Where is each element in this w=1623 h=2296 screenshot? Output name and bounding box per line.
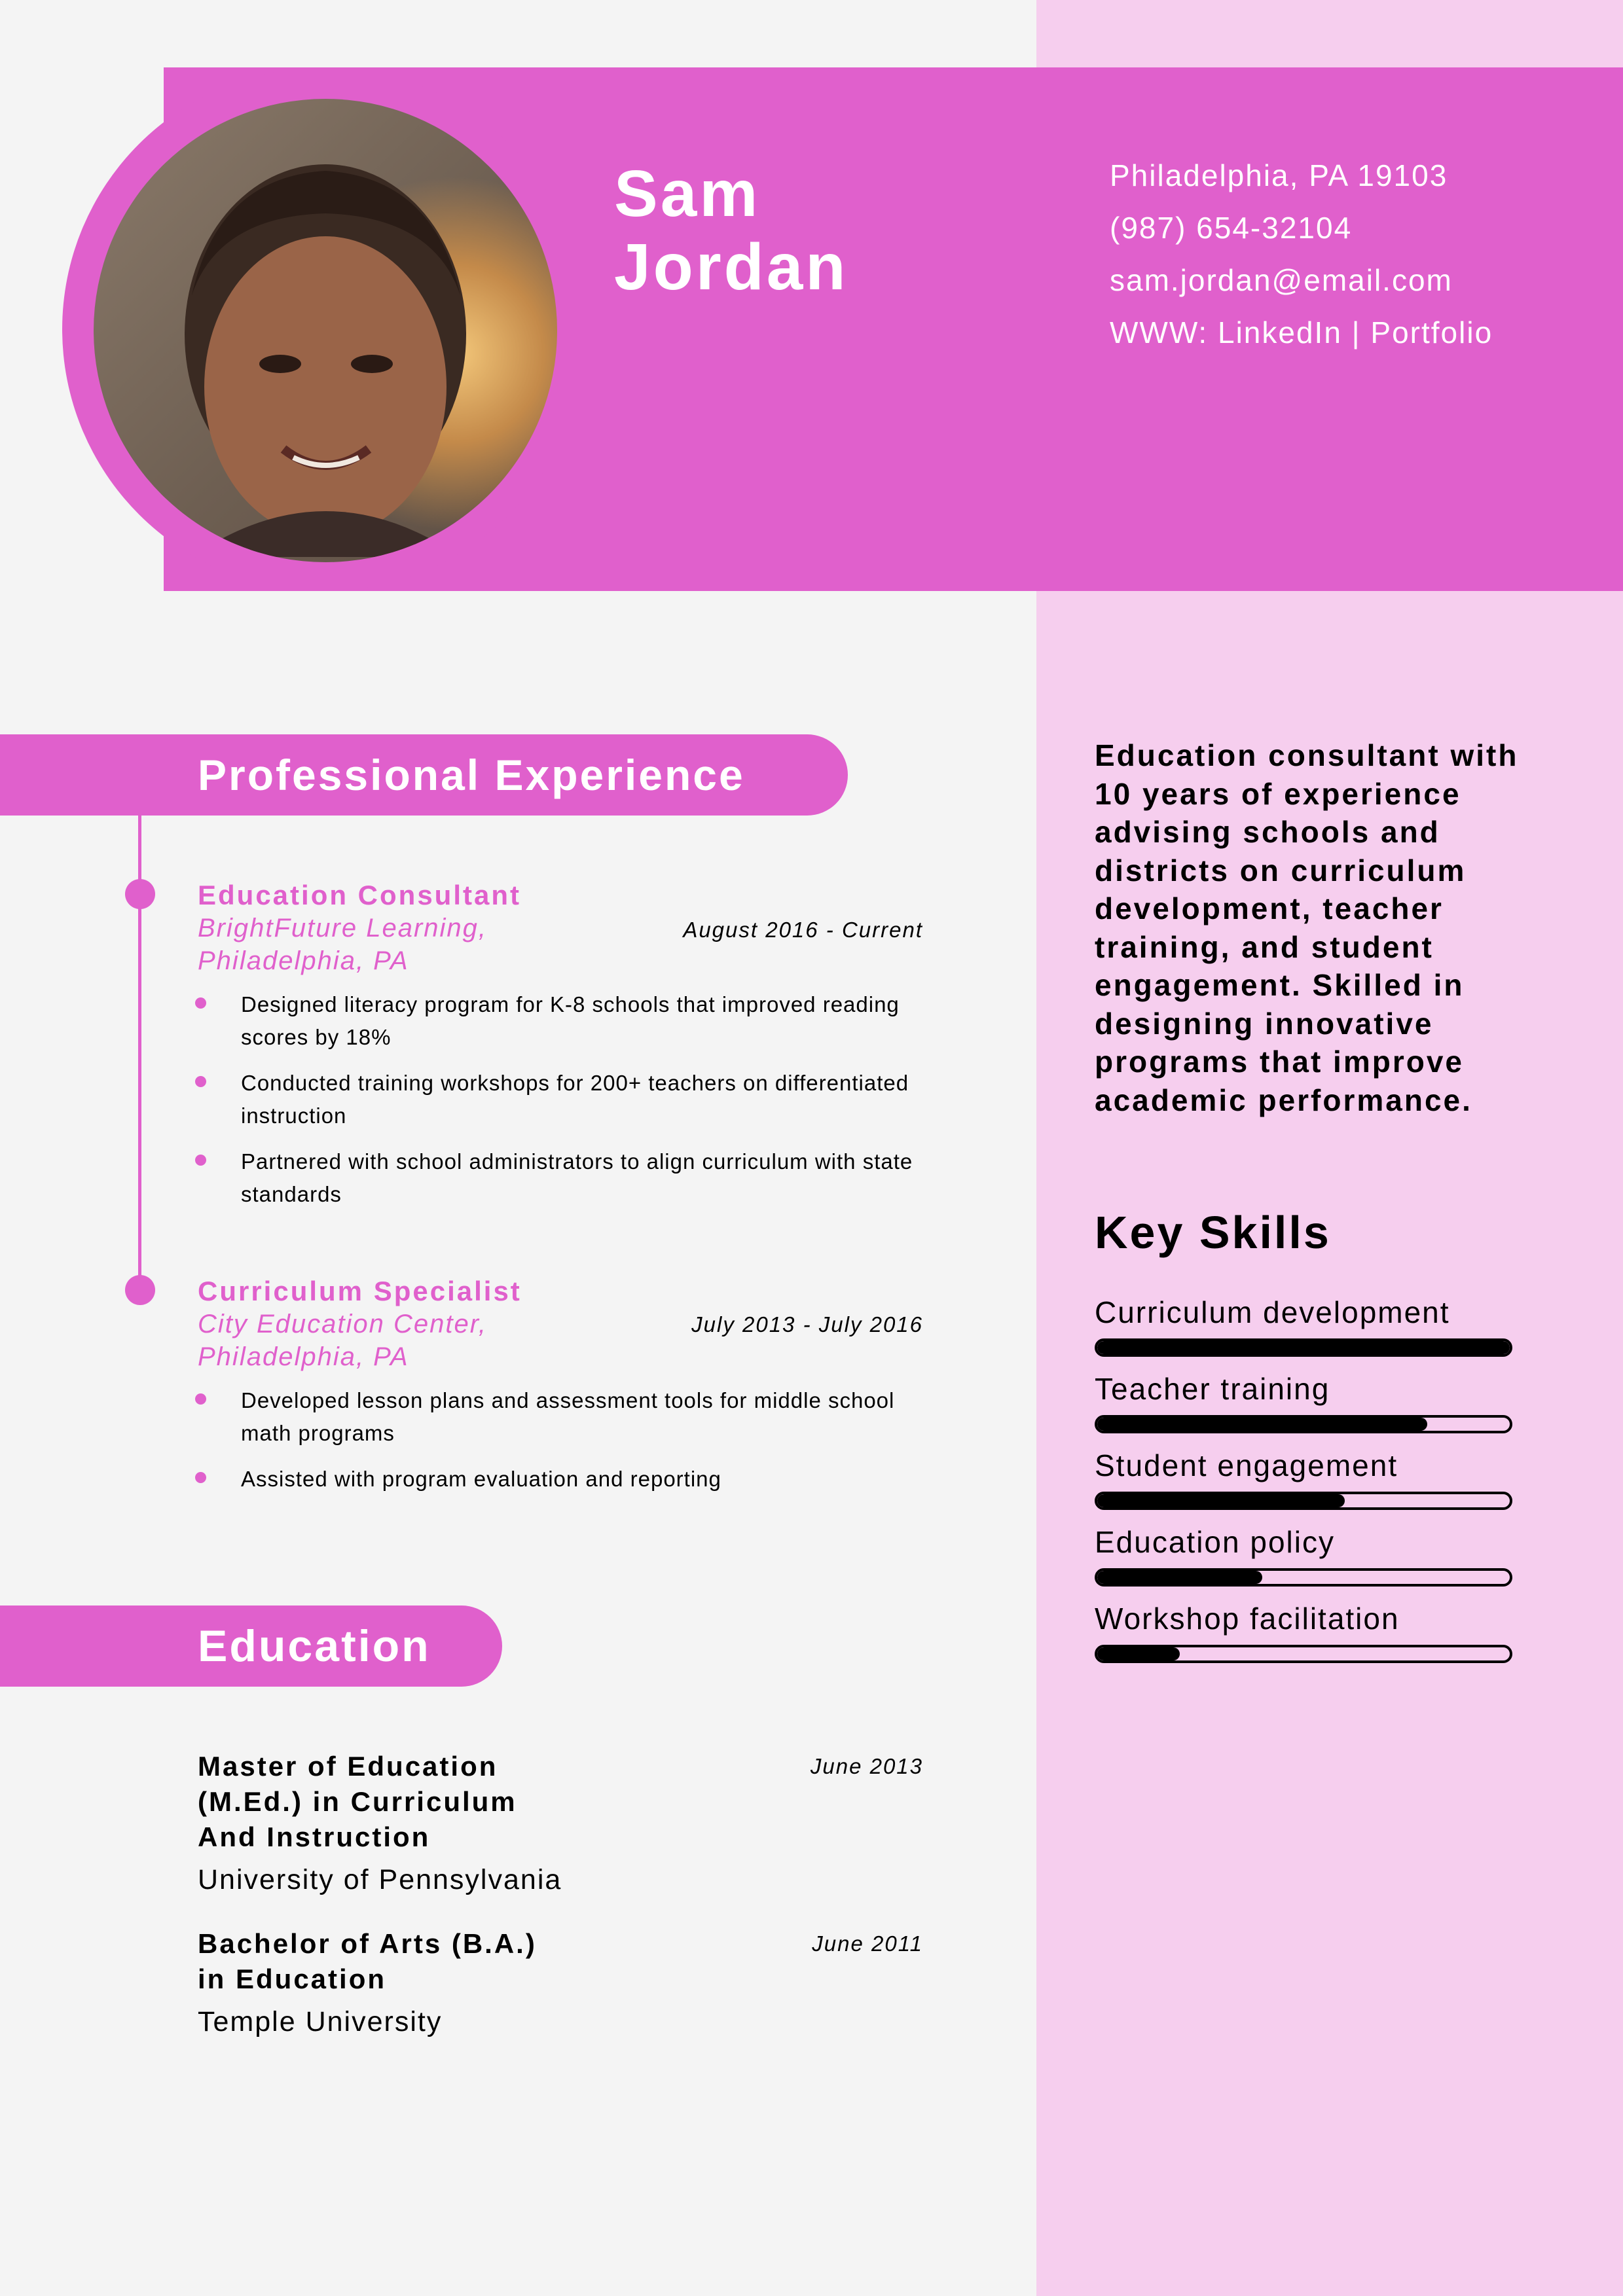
section-title-education: Education: [198, 1621, 431, 1671]
skill-label: Education policy: [1095, 1525, 1335, 1559]
skill-level-fill: [1097, 1571, 1262, 1584]
bullet-text: Designed literacy program for K-8 schools that improved reading scores by 18%: [241, 992, 900, 1049]
section-header-education: [0, 1605, 502, 1687]
job-dates: August 2016 - Current: [683, 918, 923, 942]
job-org-name: BrightFuture Learning,: [198, 914, 488, 942]
list-item: [195, 988, 928, 1054]
contact-phone: (987) 654-32104: [1110, 211, 1353, 245]
skill-level-fill: [1097, 1494, 1345, 1507]
job-title: Curriculum Specialist: [198, 1276, 522, 1306]
profile-photo: [94, 99, 557, 562]
professional-summary: Education consultant with 10 years of experience advising schools and districts on curriculum development, teacher training, and student engagement. Skilled in designing innovative programs that improve academic performance.: [1095, 738, 1519, 1117]
bullet-icon: [195, 1472, 206, 1483]
timeline-dot: [125, 879, 155, 909]
skill-label: Workshop facilitation: [1095, 1602, 1400, 1636]
skill-label: Teacher training: [1095, 1372, 1330, 1406]
contact-web-links[interactable]: WWW: LinkedIn | Portfolio: [1110, 315, 1493, 350]
list-item: [195, 1145, 928, 1211]
school-name: University of Pennsylvania: [198, 1864, 562, 1895]
job-org-name: City Education Center,: [198, 1310, 487, 1338]
skill-level-fill: [1097, 1418, 1427, 1431]
job-bullets: [195, 988, 928, 1224]
bullet-icon: [195, 1155, 206, 1166]
bullet-text: Assisted with program evaluation and reporting: [241, 1467, 721, 1491]
skill-label: Curriculum development: [1095, 1295, 1450, 1329]
degree-line: And Instruction: [198, 1821, 431, 1852]
candidate-name: [614, 157, 848, 304]
job-org-location: Philadelphia, PA: [198, 946, 409, 975]
contact-info: [1110, 157, 1493, 367]
degree-line: (M.Ed.) in Curriculum: [198, 1786, 517, 1817]
list-item: [195, 1463, 928, 1496]
list-item: [195, 1067, 928, 1132]
degree-title: [198, 1749, 656, 1855]
school-name: Temple University: [198, 2006, 443, 2037]
job-org-location: Philadelphia, PA: [198, 1342, 409, 1371]
skill-level-bar: [1095, 1338, 1512, 1357]
job-dates: July 2013 - July 2016: [691, 1312, 923, 1336]
degree-date: June 2013: [810, 1754, 923, 1778]
degree-line: Master of Education: [198, 1751, 498, 1782]
contact-address: Philadelphia, PA 19103: [1110, 158, 1448, 192]
job-title: Education Consultant: [198, 880, 521, 910]
contact-email[interactable]: sam.jordan@email.com: [1110, 263, 1453, 297]
skill-level-bar: [1095, 1492, 1512, 1510]
bullet-icon: [195, 1393, 206, 1405]
timeline-dot: [125, 1275, 155, 1305]
skill-level-bar: [1095, 1415, 1512, 1433]
degree-line: Bachelor of Arts (B.A.): [198, 1928, 537, 1959]
job-organization: [198, 1308, 591, 1373]
skill-level-bar: [1095, 1568, 1512, 1587]
bullet-icon: [195, 1076, 206, 1087]
job-bullets: [195, 1384, 928, 1509]
last-name: Jordan: [614, 230, 848, 304]
skill-level-fill: [1097, 1341, 1510, 1354]
list-item: [195, 1384, 928, 1450]
bullet-text: Developed lesson plans and assessment tools for middle school math programs: [241, 1388, 895, 1445]
skills-heading: Key Skills: [1095, 1207, 1331, 1258]
bullet-icon: [195, 997, 206, 1009]
section-header-experience: [0, 734, 848, 816]
degree-date: June 2011: [812, 1931, 923, 1956]
skill-level-fill: [1097, 1647, 1180, 1660]
first-name: Sam: [614, 157, 761, 230]
bullet-text: Partnered with school administrators to align curriculum with state standards: [241, 1149, 913, 1206]
skill-label: Student engagement: [1095, 1448, 1398, 1482]
job-organization: [198, 912, 591, 977]
degree-title: [198, 1926, 656, 1997]
skill-level-bar: [1095, 1645, 1512, 1663]
degree-line: in Education: [198, 1964, 386, 1994]
bullet-text: Conducted training workshops for 200+ teachers on differentiated instruction: [241, 1071, 909, 1128]
section-title-experience: Professional Experience: [198, 751, 745, 799]
person-portrait-icon: [94, 99, 557, 562]
